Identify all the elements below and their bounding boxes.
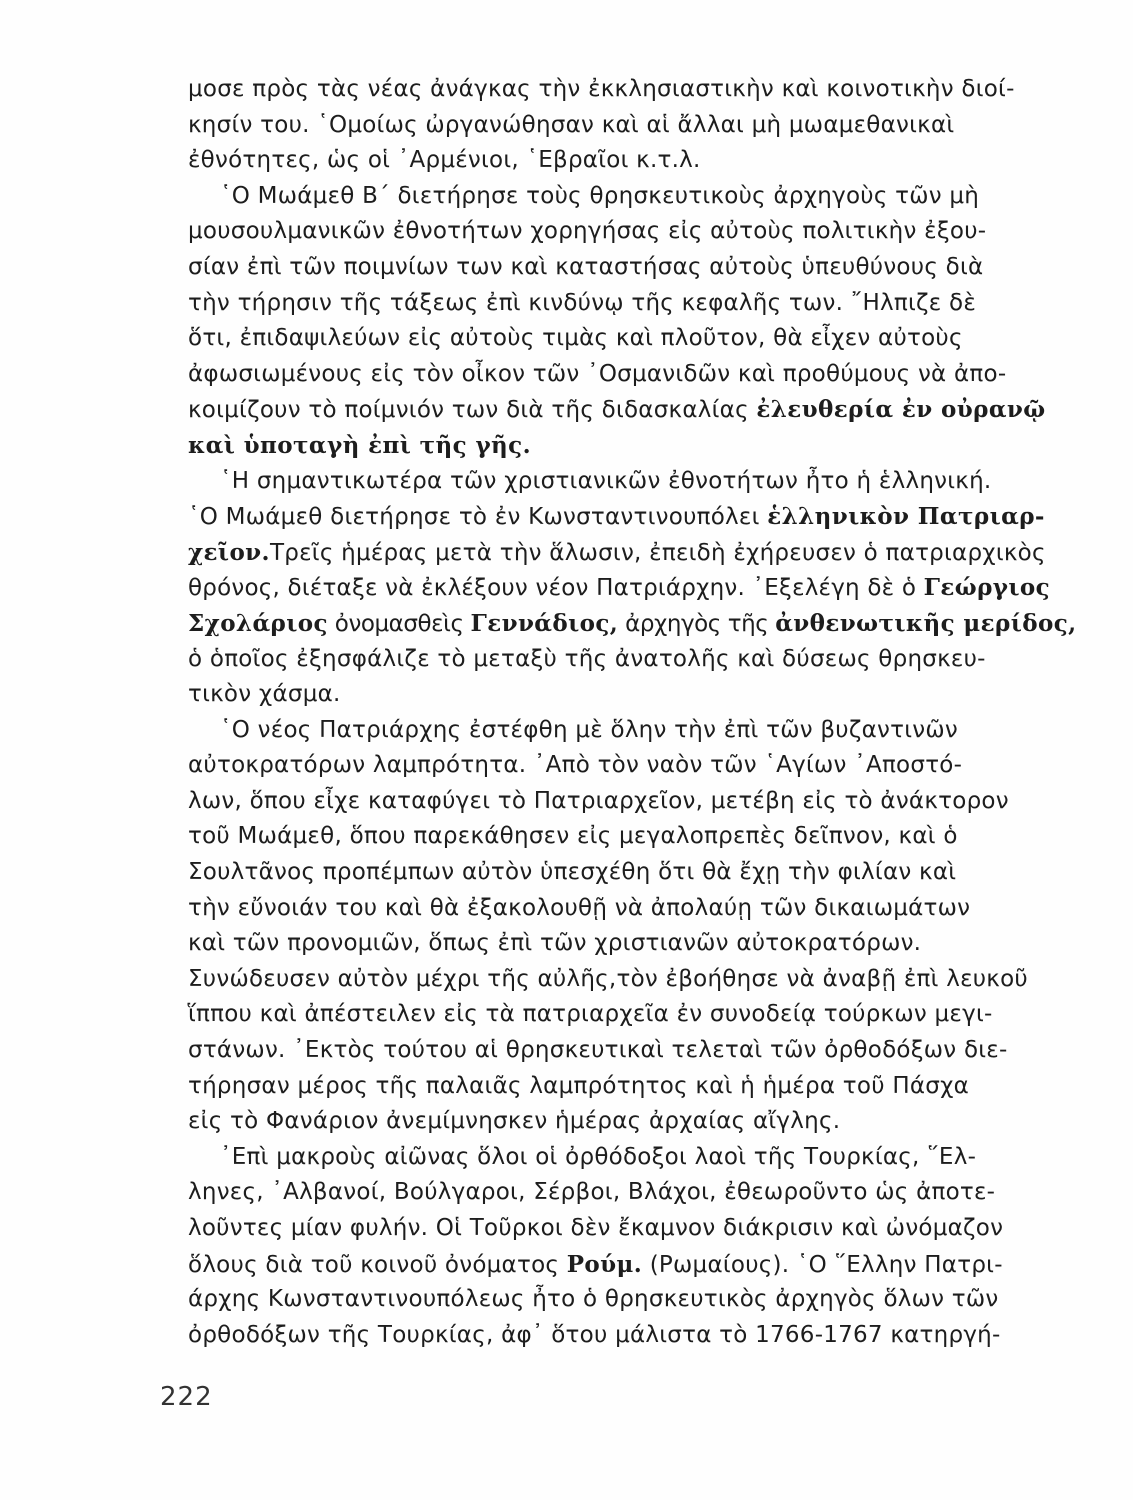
text-line <box>188 1318 1050 1354</box>
bold-phrase: Ρούμ. <box>566 1250 643 1278</box>
text-segment: Συνώδευσεν αὐτὸν μέχρι τῆς αὐλῆς,τὸν ἐβοήθησε νὰ ἀναβῇ ἐπὶ λευκοῦ <box>188 965 1028 992</box>
text-segment: ὅλους διὰ τοῦ κοινοῦ ὀνόματος <box>188 1251 567 1278</box>
bold-phrase: Σχολάριος <box>188 609 328 637</box>
bold-phrase: καὶ ὑποταγὴ ἐπὶ τῆς γῆς. <box>188 431 531 459</box>
text-segment: λων, ὅπου εἶχε καταφύγει τὸ Πατριαρχεῖον, μετέβη εἰς τὸ ἀνάκτορον <box>188 787 1009 814</box>
text-line <box>188 1104 1050 1140</box>
text-segment: ῾Ο Μωάμεθ Β΄ διετήρησε τοὺς θρησκευτικοὺς ἀρχηγοὺς τῶν μὴ <box>220 182 980 209</box>
text-segment: ῾Ο νέος Πατριάρχης ἐστέφθη μὲ ὅλην τὴν ἐπὶ τῶν βυζαντινῶν <box>220 716 958 743</box>
text-line <box>188 891 1050 927</box>
text-line <box>188 1175 1050 1211</box>
bold-phrase: Γεννάδιος, <box>470 609 619 637</box>
text-line <box>188 1069 1050 1105</box>
text-segment: μοσε πρὸς τὰς νέας ἀνάγκας τὴν ἐκκλησιαστικὴν καὶ κοινοτικὴν διοί- <box>188 76 1015 102</box>
bold-phrase: ἐλευθερία ἐν οὐρανῷ <box>756 396 1046 424</box>
bold-phrase: ἀνθενωτικῆς μερίδος, <box>775 609 1077 637</box>
text-line <box>188 1211 1050 1247</box>
text-segment: ῾Η σημαντικωτέρα τῶν χριστιανικῶν ἐθνοτήτων ἦτο ἡ ἑλληνική. <box>220 467 992 494</box>
text-segment: τὴν τήρησιν τῆς τάξεως ἐπὶ κινδύνῳ τῆς κεφαλῆς των. ῎Ηλπιζε δὲ <box>188 289 977 316</box>
text-line <box>188 713 1050 749</box>
text-segment: τήρησαν μέρος τῆς παλαιᾶς λαμπρότητος καὶ ἡ ἡμέρα τοῦ Πάσχα <box>188 1072 970 1099</box>
text-line <box>188 570 1050 606</box>
text-segment: ληνες, ᾽Αλβανοί, Βούλγαροι, Σέρβοι, Βλάχοι, ἐθεωροῦντο ὡς ἀποτε- <box>188 1179 996 1206</box>
text-segment: άρχης Κωνσταντινουπόλεως ἦτο ὁ θρησκευτικὸς ἀρχηγὸς ὅλων τῶν <box>188 1286 999 1313</box>
page-number: 222 <box>160 1382 213 1412</box>
text-line <box>188 108 1050 144</box>
text-segment: Τρεῖς ἡμέρας μετὰ τὴν ἅλωσιν, ἐπειδὴ ἐχήρευσεν ὁ πατριαρχικὸς <box>269 539 1046 566</box>
text-line <box>188 392 1050 428</box>
text-line <box>188 321 1050 357</box>
text-segment: Σουλτᾶνος προπέμπων αὐτὸν ὑπεσχέθη ὅτι θὰ ἔχῃ τὴν φιλίαν καὶ <box>188 859 957 886</box>
text-segment: κησίν του. ῾Ομοίως ὠργανώθησαν καὶ αἱ ἄλλαι μὴ μωαμεθανικαὶ <box>188 111 955 138</box>
text-segment: τὴν εὔνοιάν του καὶ θὰ ἐξακολουθῇ νὰ ἀπολαύῃ τῶν δικαιωμάτων <box>188 894 971 921</box>
bold-phrase: ἑλληνικὸν Πατριαρ- <box>767 503 1045 531</box>
text-line <box>188 1247 1050 1283</box>
text-line <box>188 606 1077 642</box>
text-segment: λοῦντες μίαν φυλήν. Οἱ Τοῦρκοι δὲν ἔκαμνον διάκρισιν καὶ ὠνόμαζον <box>188 1215 1004 1241</box>
text-line <box>188 143 1050 179</box>
text-segment: τοῦ Μωάμεθ, ὅπου παρεκάθησεν εἰς μεγαλοπρεπὲς δεῖπνον, καὶ ὁ <box>188 823 958 850</box>
text-segment: ὁ ὁποῖος ἐξησφάλιζε τὸ μεταξὺ τῆς ἀνατολῆς καὶ δύσεως θρησκευ- <box>188 645 986 672</box>
text-line <box>188 1140 1050 1176</box>
text-segment: θρόνος, διέταξε νὰ ἐκλέξουν νέον Πατριάρχην. ᾽Εξελέγη δὲ ὁ <box>188 575 924 602</box>
text-segment: εἰς τὸ Φανάριον ἀνεμίμνησκεν ἡμέρας ἀρχαίας αἴγλης. <box>188 1108 841 1135</box>
text-segment: ἀρχηγὸς τῆς <box>618 610 776 637</box>
text-line <box>188 286 1050 322</box>
text-line <box>188 464 1050 500</box>
text-line <box>188 819 1050 855</box>
text-line <box>188 926 1050 962</box>
text-segment: τικὸν χάσμα. <box>188 681 341 708</box>
text-line <box>188 677 1050 713</box>
text-segment: αὐτοκρατόρων λαμπρότητα. ᾽Απὸ τὸν ναὸν τῶν ῾Αγίων ᾽Αποστό- <box>188 752 963 779</box>
text-line <box>188 784 1050 820</box>
text-segment: ὀρθοδόξων τῆς Τουρκίας, ἀφ᾽ ὅτου μάλιστα τὸ 1766-1767 κατηργή- <box>188 1321 1001 1348</box>
text-segment: ἐθνότητες, ὡς οἱ ᾽Αρμένιοι, ῾Εβραῖοι κ.τ.λ. <box>188 147 701 174</box>
text-line <box>188 250 1050 286</box>
text-line <box>188 214 1050 250</box>
text-segment: ὅτι, ἐπιδαψιλεύων εἰς αὐτοὺς τιμὰς καὶ πλοῦτον, θὰ εἶχεν αὐτοὺς <box>188 325 963 352</box>
text-line <box>188 1282 1050 1318</box>
bold-phrase: χεῖον. <box>188 538 270 566</box>
text-segment: σίαν ἐπὶ τῶν ποιμνίων των καὶ καταστήσας αὐτοὺς ὑπευθύνους διὰ <box>188 253 984 280</box>
text-line <box>188 1033 1050 1069</box>
text-segment: ὀνομασθεὶς <box>327 610 471 637</box>
text-segment: ἵππου καὶ ἀπέστειλεν εἰς τὰ πατριαρχεῖα ἐν συνοδείᾳ τούρκων μεγι- <box>188 1001 993 1028</box>
text-line <box>188 72 1050 108</box>
text-line <box>188 499 1050 535</box>
text-line <box>188 855 1050 891</box>
body-text <box>188 72 1077 1353</box>
text-segment: ᾽Επὶ μακροὺς αἰῶνας ὅλοι οἱ ὀρθόδοξοι λαοὶ τῆς Τουρκίας, ῞Ελ- <box>220 1143 977 1170</box>
text-line <box>188 642 1050 678</box>
text-line <box>188 962 1050 998</box>
text-line <box>188 535 1050 571</box>
text-line <box>188 748 1050 784</box>
text-segment: (Ρωμαίους). ῾Ο ῞Ελλην Πατρι- <box>642 1251 1003 1278</box>
text-line <box>188 428 1050 464</box>
text-segment: ῾Ο Μωάμεθ διετήρησε τὸ ἐν Κωνσταντινουπόλει <box>188 504 768 531</box>
bold-phrase: Γεώργιος <box>923 574 1051 602</box>
text-line <box>188 179 1050 215</box>
text-segment: στάνων. ᾽Εκτὸς τούτου αἱ θρησκευτικαὶ τελεταὶ τῶν ὀρθοδόξων διε- <box>188 1037 1008 1064</box>
text-segment: ἀφωσιωμένους εἰς τὸν οἶκον τῶν ᾽Οσμανιδῶν καὶ προθύμους νὰ ἀπο- <box>188 360 1007 387</box>
text-segment: κοιμίζουν τὸ ποίμνιόν των διὰ τῆς διδασκαλίας <box>188 397 757 424</box>
text-segment: μουσουλμανικῶν ἐθνοτήτων χορηγήσας εἰς αὐτοὺς πολιτικὴν ἐξου- <box>188 218 987 245</box>
text-segment: καὶ τῶν προνομιῶν, ὅπως ἐπὶ τῶν χριστιανῶν αὐτοκρατόρων. <box>188 930 922 957</box>
text-line <box>188 357 1050 393</box>
text-line <box>188 997 1050 1033</box>
